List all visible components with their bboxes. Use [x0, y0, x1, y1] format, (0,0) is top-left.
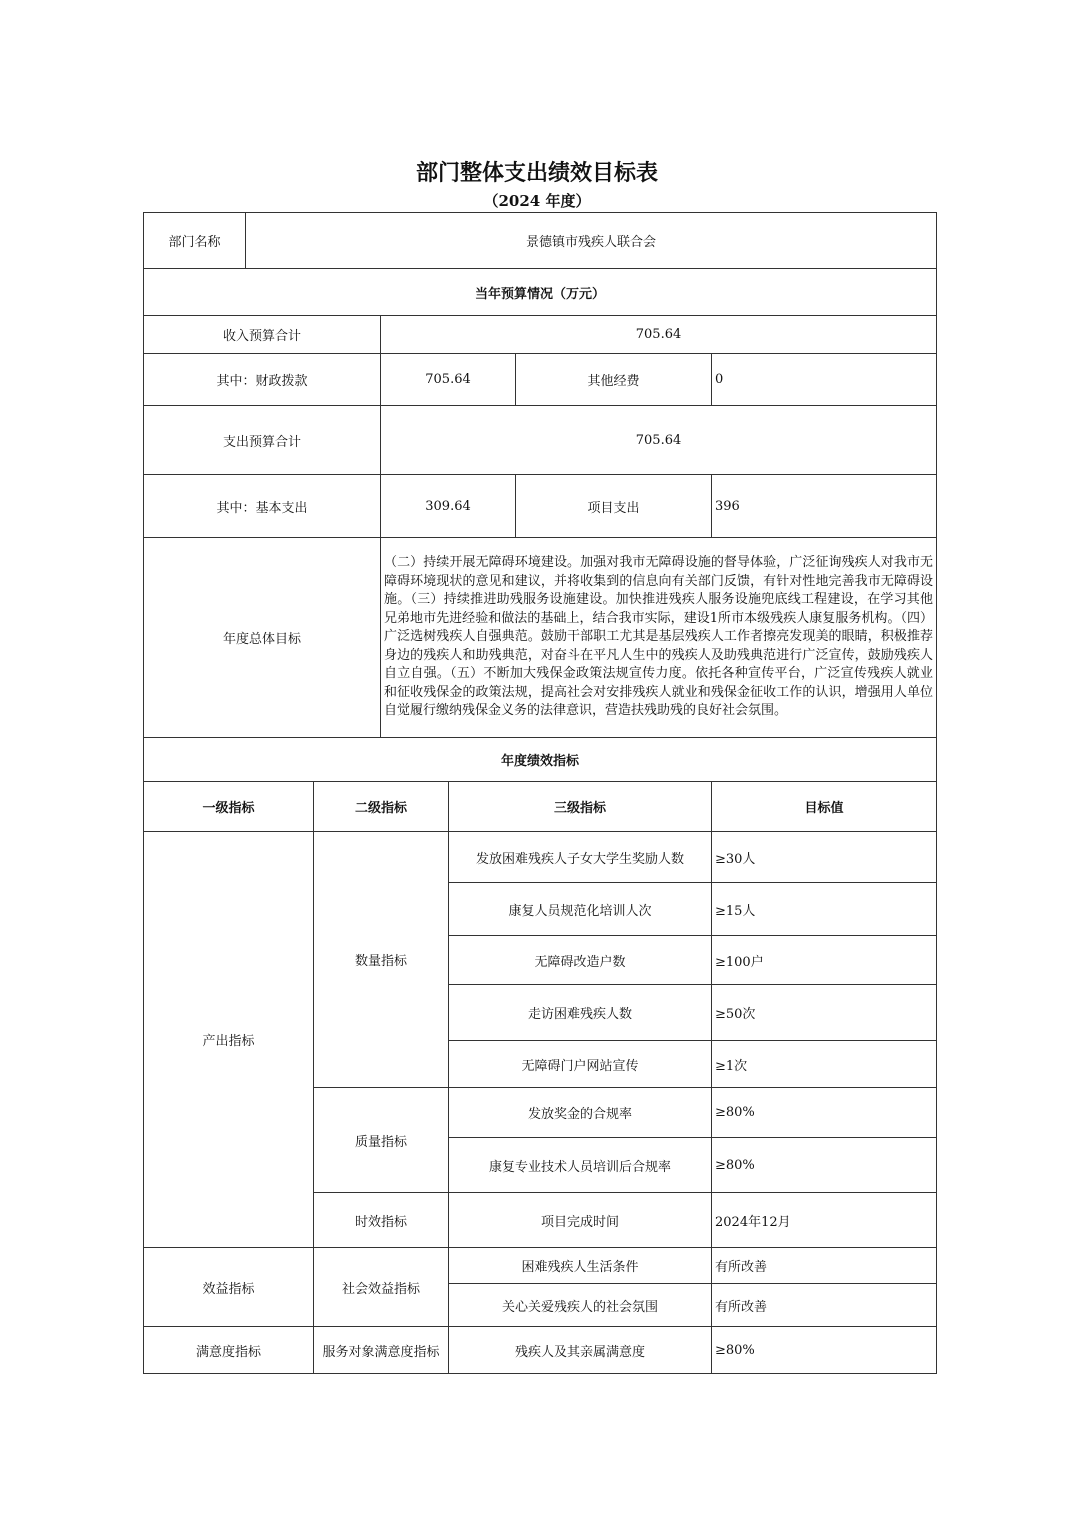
indicator-target: ≥80% [712, 1138, 937, 1193]
header-level3: 三级指标 [449, 782, 712, 832]
level2-quality: 质量指标 [314, 1088, 449, 1193]
header-target: 目标值 [712, 782, 937, 832]
indicator-target: ≥30人 [712, 832, 937, 883]
level1-output: 产出指标 [144, 832, 314, 1248]
indicator-name: 关心关爱残疾人的社会氛围 [449, 1284, 712, 1327]
level1-benefit: 效益指标 [144, 1248, 314, 1327]
header-level1: 一级指标 [144, 782, 314, 832]
project-label: 项目支出 [516, 475, 712, 538]
fiscal-label: 其中：财政拨款 [144, 354, 381, 406]
indicator-name: 无障碍改造户数 [449, 936, 712, 985]
indicator-name: 无障碍门户网站宣传 [449, 1041, 712, 1088]
level2-timeliness: 时效指标 [314, 1193, 449, 1248]
indicator-target: ≥80% [712, 1088, 937, 1138]
other-label: 其他经费 [516, 354, 712, 406]
indicator-target: 2024年12月 [712, 1193, 937, 1248]
indicator-target: ≥50次 [712, 985, 937, 1041]
income-label: 收入预算合计 [144, 316, 381, 354]
income-value: 705.64 [381, 316, 937, 354]
indicator-name: 困难残疾人生活条件 [449, 1248, 712, 1284]
level2-social: 社会效益指标 [314, 1248, 449, 1327]
other-value: 0 [712, 354, 937, 406]
indicator-name: 项目完成时间 [449, 1193, 712, 1248]
level2-quantity: 数量指标 [314, 832, 449, 1088]
indicators-heading: 年度绩效指标 [144, 738, 937, 782]
indicator-name: 发放困难残疾人子女大学生奖励人数 [449, 832, 712, 883]
indicator-target: ≥80% [712, 1327, 937, 1374]
project-value: 396 [712, 475, 937, 538]
goal-text: （二）持续开展无障碍环境建设。加强对我市无障碍设施的督导体验，广泛征询残疾人对我市无障碍环境现状的意见和建议，并将收集到的信息向有关部门反馈，有针对性地完善我市无障碍设施。（三）持续推进助残服务设施建设。加快推进残疾人服务设施兜底线工程建设，在学习其他兄弟地市先进经验和做法的基础上，结合我市实际，建设1所市本级残疾人康复服务机构。（四）广泛选树残疾人自强典范。鼓励干部职工尤其是基层残疾人工作者擦亮发现美的眼睛，积极推荐身边的残疾人和助残典范，对奋斗在平凡人生中的残疾人及助残典范进行广泛宣传，鼓励残疾人自立自强。（五）不断加大残保金政策法规宣传力度。依托各种宣传平台，广泛宣传残疾人就业和征收残保金的政策法规，提高社会对安排残疾人就业和残保金征收工作的认识，增强用人单位自觉履行缴纳残保金义务的法律意识，营造扶残助残的良好社会氛围。 [381, 538, 937, 738]
dept-label: 部门名称 [144, 213, 246, 269]
goal-label: 年度总体目标 [144, 538, 381, 738]
basic-label: 其中：基本支出 [144, 475, 381, 538]
fiscal-value: 705.64 [381, 354, 516, 406]
indicator-target: 有所改善 [712, 1284, 937, 1327]
indicator-name: 康复人员规范化培训人次 [449, 883, 712, 936]
page-title: 部门整体支出绩效目标表 [415, 160, 658, 186]
dept-value: 景德镇市残疾人联合会 [246, 213, 937, 269]
indicator-name: 走访困难残疾人数 [449, 985, 712, 1041]
indicator-name: 发放奖金的合规率 [449, 1088, 712, 1138]
indicator-name: 残疾人及其亲属满意度 [449, 1327, 712, 1374]
basic-value: 309.64 [381, 475, 516, 538]
performance-table [143, 212, 937, 1374]
header-level2: 二级指标 [314, 782, 449, 832]
indicator-target: ≥100户 [712, 936, 937, 985]
expense-label: 支出预算合计 [144, 406, 381, 475]
level1-satisfaction: 满意度指标 [144, 1327, 314, 1374]
level2-service-satisfaction: 服务对象满意度指标 [314, 1327, 449, 1374]
indicator-name: 康复专业技术人员培训后合规率 [449, 1138, 712, 1193]
budget-heading: 当年预算情况（万元） [144, 269, 937, 316]
indicator-target: 有所改善 [712, 1248, 937, 1284]
indicator-target: ≥15人 [712, 883, 937, 936]
indicator-target: ≥1次 [712, 1041, 937, 1088]
expense-value: 705.64 [381, 406, 937, 475]
page-subtitle: （2024 年度） [483, 192, 591, 210]
